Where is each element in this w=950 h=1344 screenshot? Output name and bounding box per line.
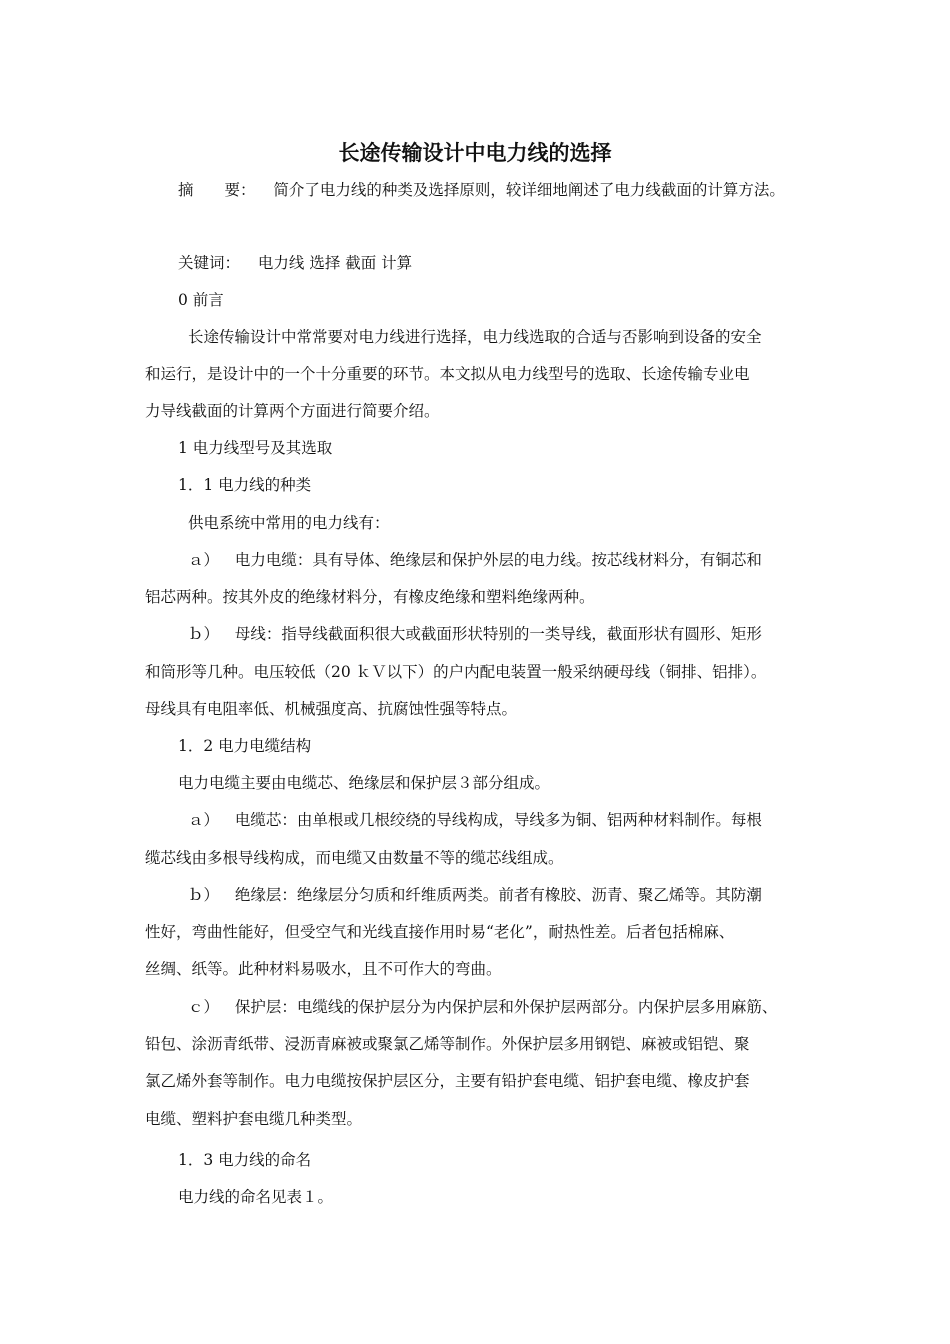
intro-line-3: 力导线截面的计算两个方面进行简要介绍。 (145, 402, 440, 420)
intro-line-1: 长途传输设计中常常要对电力线进行选择，电力线选取的合适与否影响到设备的安全 (188, 328, 762, 346)
item-marker: ａ） (188, 551, 220, 569)
item-text: 电缆芯：由单根或几根绞绕的导线构成，导线多为铜、铝两种材料制作。每根 (234, 811, 762, 829)
section-1-2-item-b-line-1 (188, 885, 762, 905)
keywords-label: 关键词： (178, 254, 241, 272)
item-marker: ａ） (188, 811, 220, 829)
abstract-text: 简介了电力线的种类及选择原则，较详细地阐述了电力线截面的计算方法。 (273, 181, 785, 199)
section-1-2-heading: 1．2 电力电缆结构 (178, 737, 312, 755)
section-1-1-item-b-line-1 (188, 624, 762, 644)
section-1-2-item-c-line-4: 电缆、塑料护套电缆几种类型。 (145, 1110, 363, 1128)
section-1-3-heading: 1．3 电力线的命名 (178, 1151, 312, 1169)
section-1-1-item-b-line-3: 母线具有电阻率低、机械强度高、抗腐蚀性强等特点。 (145, 700, 518, 718)
keywords-text: 电力线 选择 截面 计算 (257, 254, 413, 272)
document-title: 长途传输设计中电力线的选择 (338, 141, 612, 165)
keywords (178, 253, 412, 273)
item-marker: ｂ） (188, 625, 220, 643)
section-1-1-item-a-line-2: 铝芯两种。按其外皮的绝缘材料分，有橡皮绝缘和塑料绝缘两种。 (145, 588, 595, 606)
section-1-2-item-c-line-3: 氯乙烯外套等制作。电力电缆按保护层区分，主要有铅护套电缆、铝护套电缆、橡皮护套 (145, 1072, 750, 1090)
section-1-1-heading: 1．1 电力线的种类 (178, 476, 312, 494)
section-1-2-item-c-line-2: 铅包、涂沥青纸带、浸沥青麻被或聚氯乙烯等制作。外保护层多用钢铠、麻被或铝铠、聚 (145, 1035, 750, 1053)
item-marker: ｂ） (188, 886, 220, 904)
section-1-heading: 1 电力线型号及其选取 (178, 439, 333, 457)
section-1-2-item-a-line-1 (188, 810, 762, 830)
section-1-1-intro: 供电系统中常用的电力线有： (188, 514, 390, 532)
section-1-2-item-c-line-1 (188, 997, 777, 1017)
item-text: 保护层：电缆线的保护层分为内保护层和外保护层两部分。内保护层多用麻筋、 (234, 998, 778, 1016)
section-1-1-item-a-line-1 (188, 550, 762, 570)
section-1-2-item-a-line-2: 缆芯线由多根导线构成，而电缆又由数量不等的缆芯线组成。 (145, 849, 564, 867)
item-text: 电力电缆：具有导体、绝缘层和保护外层的电力线。按芯线材料分，有铜芯和 (234, 551, 762, 569)
section-1-2-item-b-line-3: 丝绸、纸等。此种材料易吸水，且不可作大的弯曲。 (145, 960, 502, 978)
abstract-label: 摘 要： (178, 181, 256, 199)
item-text: 绝缘层：绝缘层分匀质和纤维质两类。前者有橡胶、沥青、聚乙烯等。其防潮 (234, 886, 762, 904)
section-1-2-item-b-line-2: 性好，弯曲性能好，但受空气和光线直接作用时易“老化”，耐热性差。后者包括棉麻、 (145, 923, 735, 941)
section-1-1-item-b-line-2: 和筒形等几种。电压较低（20 ｋＶ以下）的户内配电装置一般采纳硬母线（铜排、铝排）。 (145, 663, 767, 681)
item-text: 母线：指导线截面积很大或截面形状特别的一类导线，截面形状有圆形、矩形 (234, 625, 762, 643)
intro-line-2: 和运行，是设计中的一个十分重要的环节。本文拟从电力线型号的选取、长途传输专业电 (145, 365, 750, 383)
abstract (178, 180, 785, 200)
section-0-heading: 0 前言 (178, 291, 224, 309)
section-1-3-intro: 电力线的命名见表１。 (178, 1188, 334, 1206)
section-1-2-intro: 电力电缆主要由电缆芯、绝缘层和保护层３部分组成。 (178, 774, 551, 792)
item-marker: ｃ） (188, 998, 220, 1016)
